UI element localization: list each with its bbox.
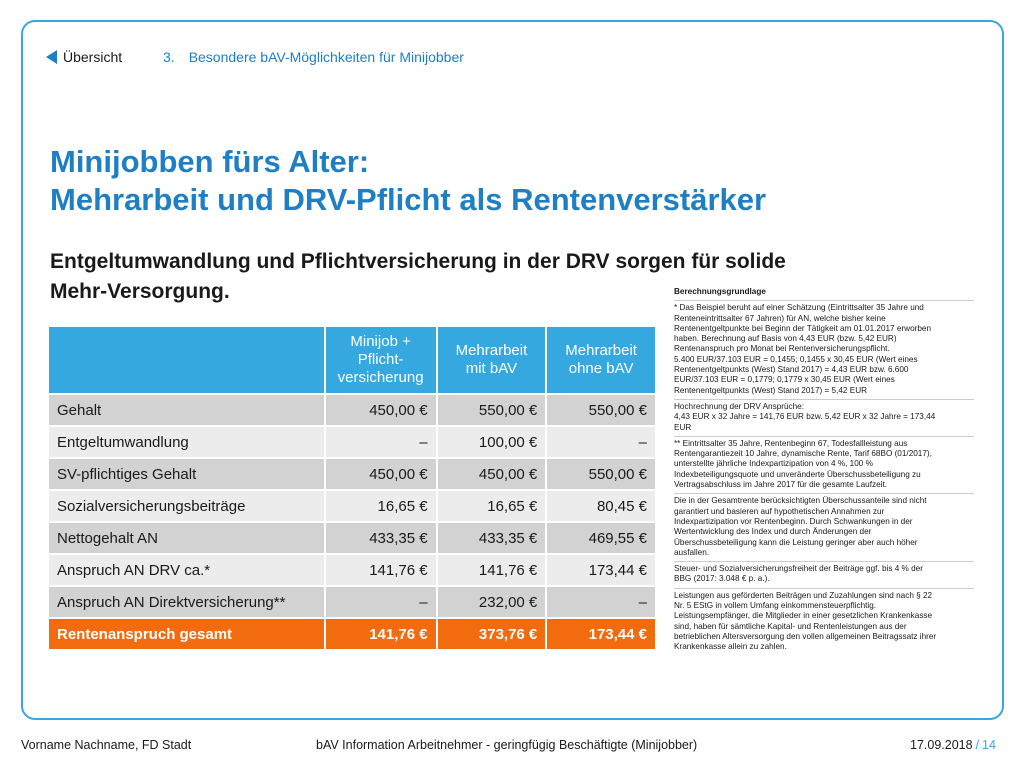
row-label: Anspruch AN Direktversicherung** xyxy=(49,587,324,617)
note-line: Überschussbeteiligung kann die Leistung geringer aber auch höher xyxy=(674,537,918,547)
page-title-line2: Mehrarbeit und DRV-Pflicht als Rentenverstärker xyxy=(50,182,767,217)
note-line: Rentenentgeltpunkte bei Beginn der Tätigkeit am 01.01.2017 erworben xyxy=(674,323,932,333)
row-value: 16,65 € xyxy=(326,491,436,521)
note-line: Die in der Gesamtrente berücksichtigten Überschussanteile sind nicht xyxy=(674,496,927,506)
row-value: 141,76 € xyxy=(326,555,436,585)
row-label: Nettogehalt AN xyxy=(49,523,324,553)
row-label: SV-pflichtiges Gehalt xyxy=(49,459,324,489)
row-value: 450,00 € xyxy=(438,459,546,489)
table-header-col2: Mehrarbeit mit bAV xyxy=(438,327,546,393)
table-header-col3: Mehrarbeit ohne bAV xyxy=(547,327,655,393)
note-line: Nr. 5 EStG in vollem Umfang einkommensteuerpflichtig. xyxy=(674,601,877,611)
row-value: 232,00 € xyxy=(438,587,546,617)
table-row xyxy=(49,587,655,617)
note-line: unterstellte jährliche Indexpartizipation von 4 %, 100 % xyxy=(674,459,873,469)
row-value: 469,55 € xyxy=(547,523,655,553)
note-line: Leistungsempfänger, die Mitglieder in einer gesetzlichen Krankenkasse xyxy=(674,611,933,621)
breadcrumb-section-number: 3. xyxy=(163,49,175,65)
row-value: – xyxy=(547,427,655,457)
note-line: Rentengarantiezeit 10 Jahre, dynamische Rente, Tarif 68BO (01/2017), xyxy=(674,449,932,459)
breadcrumb[interactable] xyxy=(163,49,464,65)
table-header-empty xyxy=(49,327,324,393)
row-value: – xyxy=(326,427,436,457)
nav-back-button[interactable] xyxy=(46,47,122,67)
row-value: 550,00 € xyxy=(438,395,546,425)
note-line: haben. Berechnung auf Basis von 4,43 EUR (bzw. 5,42 EUR) xyxy=(674,334,897,344)
row-value: 450,00 € xyxy=(326,395,436,425)
total-value: 173,44 € xyxy=(547,619,655,649)
footer-author: Vorname Nachname, FD Stadt xyxy=(21,738,192,752)
note-line: Steuer- und Sozialversicherungsfreiheit der Beiträge ggf. bis 4 % der xyxy=(674,564,923,574)
note-line: garantiert und basieren auf hypothetischen Annahmen zur xyxy=(674,506,885,516)
row-value: 433,35 € xyxy=(326,523,436,553)
notes-block xyxy=(674,436,974,490)
nav-back-label[interactable]: Übersicht xyxy=(63,49,123,65)
notes-block xyxy=(674,300,974,396)
note-line: EUR xyxy=(674,422,692,432)
comparison-table xyxy=(47,325,657,651)
total-value: 141,76 € xyxy=(326,619,436,649)
table-row xyxy=(49,491,655,521)
note-line: sind, haben für sämtliche Kapital- und Rentenleistungen aus der xyxy=(674,621,907,631)
total-value: 373,76 € xyxy=(438,619,546,649)
footer-date-page xyxy=(910,738,996,752)
notes-block xyxy=(674,561,974,585)
page-title-line1: Minijobben fürs Alter: xyxy=(50,144,370,179)
note-line: BBG (2017: 3.048 € p. a.). xyxy=(674,574,770,584)
footer-separator: / xyxy=(975,738,980,752)
note-line: Hochrechnung der DRV Ansprüche: xyxy=(674,401,805,411)
note-line: 5.400 EUR/37.103 EUR = 0,1455; 0,1455 x 30,45 EUR (Wert eines xyxy=(674,354,918,364)
table-row xyxy=(49,523,655,553)
note-line: Krankenkasse allein zu zahlen. xyxy=(674,642,787,652)
row-value: 16,65 € xyxy=(438,491,546,521)
row-value: 450,00 € xyxy=(326,459,436,489)
row-label: Entgeltumwandlung xyxy=(49,427,324,457)
total-label: Rentenanspruch gesamt xyxy=(49,619,324,649)
row-value: 80,45 € xyxy=(547,491,655,521)
note-line: ausfallen. xyxy=(674,547,710,557)
note-line: Rentenentgeltpunkts (West) Stand 2017) = 5,42 EUR xyxy=(674,385,868,395)
table-row xyxy=(49,459,655,489)
note-line: * Das Beispiel beruht auf einer Schätzung (Eintrittsalter 35 Jahre und xyxy=(674,303,924,313)
row-value: – xyxy=(326,587,436,617)
notes-block xyxy=(674,588,974,653)
page-title xyxy=(50,143,766,219)
note-line: Rentenentgeltpunkts (West) Stand 2017) = 4,43 EUR bzw. 6.600 xyxy=(674,365,909,375)
notes-block xyxy=(674,399,974,433)
table-row xyxy=(49,555,655,585)
notes-block xyxy=(674,493,974,558)
table-row xyxy=(49,427,655,457)
notes-heading: Berechnungsgrundlage xyxy=(674,287,766,296)
footer-date: 17.09.2018 xyxy=(910,738,973,752)
row-value: 550,00 € xyxy=(547,395,655,425)
note-line: EUR/37.103 EUR = 0,1779; 0,1779 x 30,45 EUR (Wert eines xyxy=(674,375,895,385)
row-value: 550,00 € xyxy=(547,459,655,489)
arrow-left-icon xyxy=(46,50,57,64)
note-line: Leistungen aus geförderten Beiträgen und Zuzahlungen sind nach § 22 xyxy=(674,590,933,600)
row-label: Anspruch AN DRV ca.* xyxy=(49,555,324,585)
page-subtitle-line2: Mehr-Versorgung. xyxy=(50,280,230,303)
note-line: Indexbeteiligungsquote und unveränderte Überschussbeteiligung zu xyxy=(674,469,921,479)
table-header-col1: Minijob + Pflicht- versicherung xyxy=(326,327,436,393)
note-line: Wertentwicklung des Index und durch Änderungen der xyxy=(674,527,872,537)
note-line: Renteneintrittsalter 67 Jahren) für AN, welche bisher keine xyxy=(674,313,886,323)
row-value: – xyxy=(547,587,655,617)
breadcrumb-section-title[interactable]: Besondere bAV-Möglichkeiten für Minijobber xyxy=(188,49,464,65)
table-row xyxy=(49,395,655,425)
note-line: betrieblichen Altersversorgung den vollen allgemeinen Beitragssatz ihrer xyxy=(674,631,937,641)
table-total-row xyxy=(49,619,655,649)
footer-page-number: 14 xyxy=(982,738,996,752)
row-value: 100,00 € xyxy=(438,427,546,457)
row-label: Gehalt xyxy=(49,395,324,425)
row-value: 173,44 € xyxy=(547,555,655,585)
note-line: 4,43 EUR x 32 Jahre = 141,76 EUR bzw. 5,42 EUR x 32 Jahre = 173,44 xyxy=(674,412,936,422)
note-line: Indexpartizipation vor Rentenbeginn. Durch Schwankungen in der xyxy=(674,516,913,526)
calculation-notes xyxy=(674,287,974,656)
table-header-row xyxy=(49,327,655,393)
row-value: 433,35 € xyxy=(438,523,546,553)
note-line: ** Eintrittsalter 35 Jahre, Rentenbeginn 67, Todesfallleistung aus xyxy=(674,438,908,448)
row-value: 141,76 € xyxy=(438,555,546,585)
row-label: Sozialversicherungsbeiträge xyxy=(49,491,324,521)
note-line: Rentenanspruch pro Monat bei Rentenversicherungspflicht. xyxy=(674,344,890,354)
footer-title: bAV Information Arbeitnehmer - geringfügig Beschäftigte (Minijobber) xyxy=(316,738,698,752)
note-line: Vertragsabschluss im Jahre 2017 für die gesamte Laufzeit. xyxy=(674,480,887,490)
page-subtitle-line1: Entgeltumwandlung und Pflichtversicherung in der DRV sorgen für solide xyxy=(50,250,786,273)
